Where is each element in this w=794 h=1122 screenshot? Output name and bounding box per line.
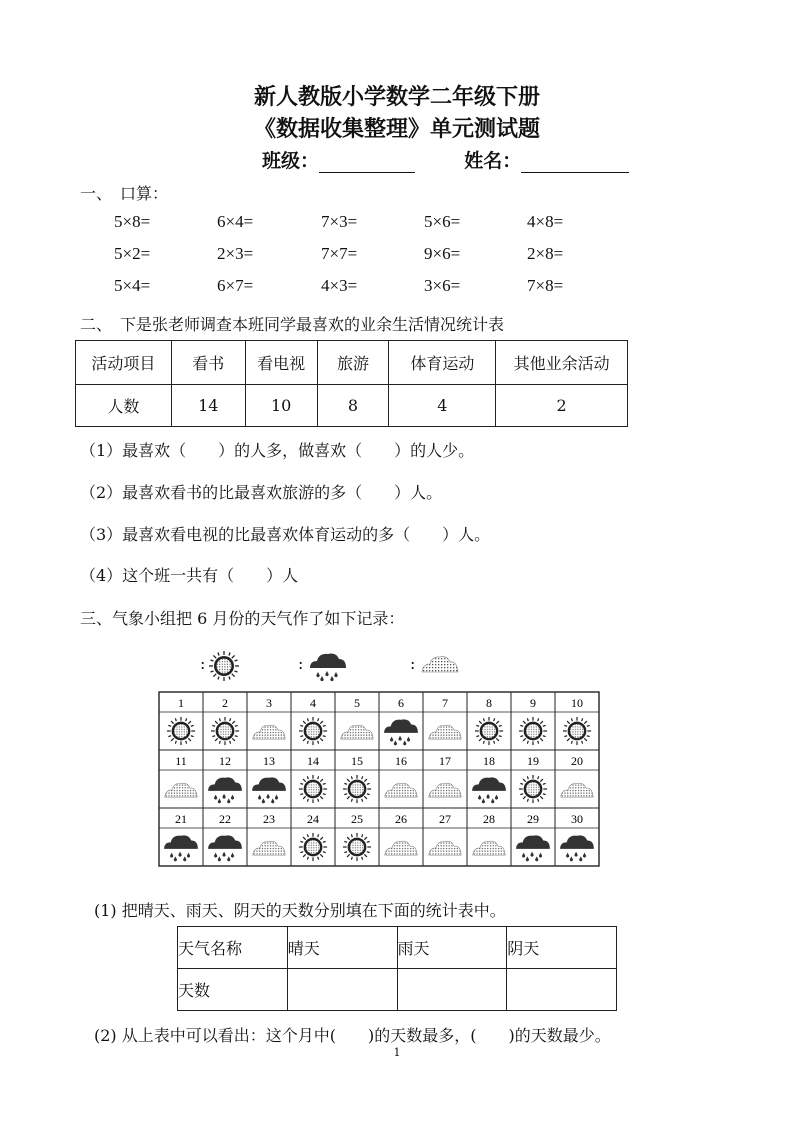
cloudy-icon [420, 652, 460, 674]
math-item: 2×8= [527, 244, 564, 263]
calendar-day-number: 5 [354, 696, 360, 710]
table-header-cell: 活动项目 [76, 341, 172, 385]
cloudy-days-input[interactable] [507, 969, 617, 1011]
table-row [76, 385, 628, 427]
calendar-day-number: 8 [486, 696, 492, 710]
calendar-day-number: 30 [571, 812, 583, 826]
calendar-day-number: 22 [219, 812, 231, 826]
table-header-cell: 雨天 [397, 927, 507, 969]
table-cell: 8 [317, 385, 389, 427]
calendar-day-number: 18 [483, 754, 495, 768]
calendar-day-number: 19 [527, 754, 539, 768]
math-item: 6×4= [217, 212, 254, 231]
table-cell: 天数 [178, 969, 288, 1011]
math-item: 2×3= [217, 244, 254, 263]
calendar-day-number: 20 [571, 754, 583, 768]
class-blank[interactable] [319, 150, 415, 173]
table-header-row [76, 341, 628, 385]
rain-cloud-icon [560, 835, 594, 861]
calendar-day-number: 23 [263, 812, 275, 826]
math-item: 7×8= [527, 276, 564, 295]
sun-icon [299, 775, 327, 803]
sun-icon [343, 775, 371, 803]
calendar-day-number: 9 [530, 696, 536, 710]
calendar-day-number: 14 [307, 754, 319, 768]
math-item: 5×2= [114, 244, 151, 263]
calendar-day-number: 10 [571, 696, 583, 710]
calendar-day-number: 1 [178, 696, 184, 710]
cloudy-icon [429, 841, 461, 855]
table-header-cell: 天气名称 [178, 927, 288, 969]
calendar-day-number: 4 [310, 696, 316, 710]
calendar-day-number: 26 [395, 812, 407, 826]
cloudy-icon [253, 725, 285, 739]
calendar-day-number: 15 [351, 754, 363, 768]
sun-icon [299, 833, 327, 861]
cloudy-icon [429, 783, 461, 797]
rain-cloud-icon [308, 650, 348, 682]
weather-stats-table [177, 926, 617, 1011]
section2-heading: 二、 下是张老师调查本班同学最喜欢的业余生活情况统计表 [80, 315, 505, 334]
calendar-day-number: 13 [263, 754, 275, 768]
section3-heading: 三、气象小组把 6 月份的天气作了如下记录： [80, 609, 405, 628]
math-item: 5×6= [424, 212, 461, 231]
rain-cloud-icon [208, 777, 242, 803]
legend-cloudy-label: : [410, 654, 416, 673]
section1-heading: 一、 口算： [80, 184, 169, 203]
rain-cloud-icon [384, 719, 418, 745]
cloudy-icon [341, 725, 373, 739]
weather-calendar [157, 690, 602, 868]
table-header-cell: 阴天 [507, 927, 617, 969]
activity-survey-table [75, 340, 628, 427]
sun-icon [167, 717, 195, 745]
calendar-day-number: 28 [483, 812, 495, 826]
cloudy-icon [253, 841, 285, 855]
rain-cloud-icon [516, 835, 550, 861]
section3-question-1: (1) 把晴天、雨天、阴天的天数分别填在下面的统计表中。 [94, 901, 506, 920]
cloudy-icon [473, 841, 505, 855]
sun-icon [211, 717, 239, 745]
table-cell: 2 [496, 385, 628, 427]
sun-icon [475, 717, 503, 745]
question-4: （4）这个班一共有（ ）人 [80, 566, 299, 585]
table-header-cell: 其他业余活动 [496, 341, 628, 385]
sun-icon [299, 717, 327, 745]
class-name-line [262, 146, 629, 173]
calendar-day-number: 3 [266, 696, 272, 710]
rain-cloud-icon [208, 835, 242, 861]
calendar-day-number: 11 [175, 754, 187, 768]
calendar-day-number: 6 [398, 696, 404, 710]
math-item: 4×8= [527, 212, 564, 231]
section3-question-2: (2) 从上表中可以看出：这个月中( )的天数最多，( )的天数最少。 [94, 1026, 611, 1045]
math-item: 7×3= [321, 212, 358, 231]
table-header-cell: 看书 [171, 341, 245, 385]
rainy-days-input[interactable] [397, 969, 507, 1011]
sun-icon [519, 775, 547, 803]
sunny-days-input[interactable] [287, 969, 397, 1011]
sun-icon [208, 650, 240, 682]
cloudy-icon [165, 783, 197, 797]
rain-cloud-icon [472, 777, 506, 803]
math-item: 5×8= [114, 212, 151, 231]
math-item: 6×7= [217, 276, 254, 295]
calendar-day-number: 21 [175, 812, 187, 826]
sun-icon [519, 717, 547, 745]
rain-cloud-icon [252, 777, 286, 803]
calendar-day-number: 17 [439, 754, 451, 768]
calendar-day-number: 24 [307, 812, 319, 826]
math-item: 4×3= [321, 276, 358, 295]
table-header-row [178, 927, 617, 969]
rain-cloud-icon [164, 835, 198, 861]
table-header-cell: 体育运动 [389, 341, 496, 385]
table-row [178, 969, 617, 1011]
legend-sun-label: : [200, 654, 206, 673]
calendar-day-number: 7 [442, 696, 448, 710]
calendar-day-number: 29 [527, 812, 539, 826]
cloudy-icon [385, 783, 417, 797]
sun-icon [563, 717, 591, 745]
page-number: 1 [393, 1046, 401, 1059]
name-blank[interactable] [521, 150, 629, 173]
question-1: （1）最喜欢（ ）的人多，做喜欢（ ）的人少。 [80, 441, 475, 460]
page-title: 新人教版小学数学二年级下册 [253, 84, 540, 110]
cloudy-icon [561, 783, 593, 797]
table-header-cell: 晴天 [287, 927, 397, 969]
question-2: （2）最喜欢看书的比最喜欢旅游的多（ ）人。 [80, 483, 443, 502]
table-header-cell: 旅游 [317, 341, 389, 385]
table-header-cell: 看电视 [245, 341, 317, 385]
math-item: 7×7= [321, 244, 358, 263]
table-cell: 4 [389, 385, 496, 427]
table-cell: 人数 [76, 385, 172, 427]
legend-rain-label: : [298, 654, 304, 673]
cloudy-icon [429, 725, 461, 739]
name-label: 姓名： [464, 150, 522, 172]
cloudy-icon [385, 841, 417, 855]
calendar-day-number: 12 [219, 754, 231, 768]
question-3: （3）最喜欢看电视的比最喜欢体育运动的多（ ）人。 [80, 525, 491, 544]
table-cell: 10 [245, 385, 317, 427]
weather-legend [200, 650, 500, 684]
calendar-day-number: 2 [222, 696, 228, 710]
calendar-day-number: 16 [395, 754, 407, 768]
calendar-day-number: 27 [439, 812, 451, 826]
calendar-day-number: 25 [351, 812, 363, 826]
page-subtitle: 《数据收集整理》单元测试题 [253, 116, 540, 142]
sun-icon [343, 833, 371, 861]
class-label: 班级： [262, 150, 320, 172]
table-cell: 14 [171, 385, 245, 427]
math-item: 9×6= [424, 244, 461, 263]
math-item: 5×4= [114, 276, 151, 295]
math-item: 3×6= [424, 276, 461, 295]
